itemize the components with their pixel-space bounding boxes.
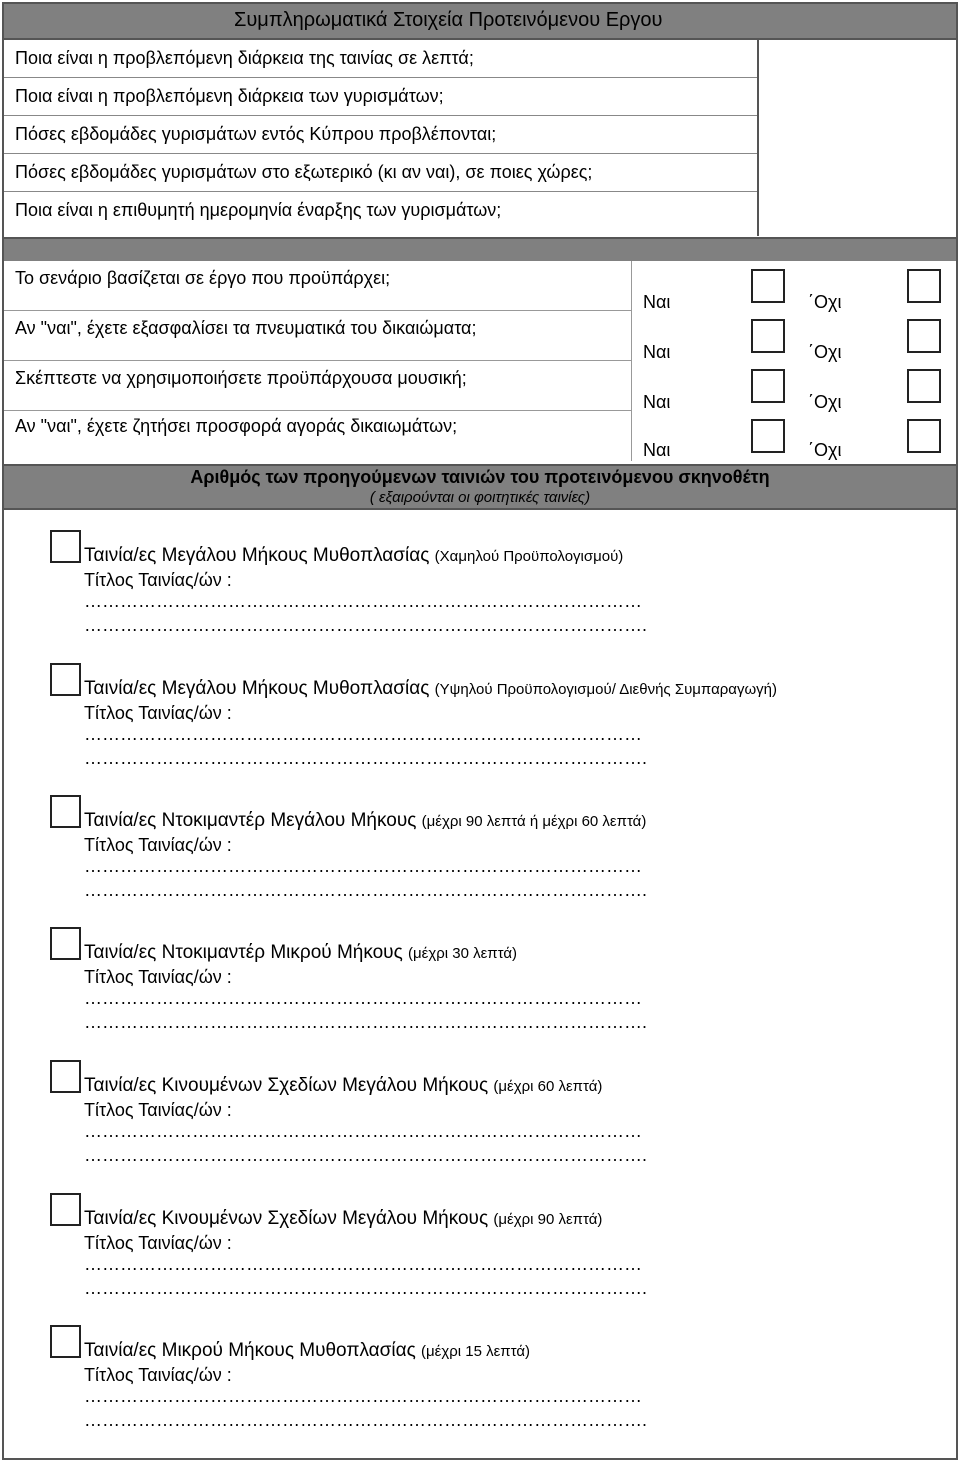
answer-field[interactable] xyxy=(757,40,956,236)
film-category xyxy=(4,927,956,1047)
question-text: Πόσες εβδομάδες γυρισμάτων στο εξωτερικό (κι αν ναι), σε ποιες χώρες; xyxy=(15,162,593,182)
question-text: Ποια είναι η επιθυμητή ημερομηνία έναρξης των γυρισμάτων; xyxy=(15,200,502,220)
category-note: (μέχρι 60 λεπτά) xyxy=(493,1078,603,1095)
previous-films-header xyxy=(4,464,956,510)
category-note: (Υψηλού Προϋπολογισμού/ Διεθνής Συμπαραγωγή) xyxy=(434,681,777,698)
yes-no-question: Το σενάριο βασίζεται σε έργο που προϋπάρχει; xyxy=(15,268,391,288)
question-row xyxy=(4,40,759,78)
question-text: Ποια είναι η προβλεπόμενη διάρκεια της ταινίας σε λεπτά; xyxy=(15,48,474,68)
category-note: (μέχρι 90 λεπτά ή μέχρι 60 λεπτά) xyxy=(421,813,647,830)
film-title-label: Τίτλος Ταινίας/ών : xyxy=(84,967,232,987)
previous-films-title: Αριθμός των προηγούμενων ταινιών του προτεινόμενου σκηνοθέτη xyxy=(190,467,770,487)
category-name: Ταινία/ες Μικρού Μήκους Μυθοπλασίας xyxy=(84,1340,416,1361)
form-frame xyxy=(2,2,958,1460)
category-note: (μέχρι 90 λεπτά) xyxy=(493,1211,603,1228)
question-text: Ποια είναι η προβλεπόμενη διάρκεια των γυρισμάτων; xyxy=(15,86,444,106)
film-title-line[interactable]: ………………………………………………………………………………… xyxy=(84,856,642,876)
category-note: (μέχρι 15 λεπτά) xyxy=(421,1343,531,1360)
yes-checkbox[interactable] xyxy=(751,269,785,303)
category-checkbox[interactable] xyxy=(50,927,79,960)
category-checkbox[interactable] xyxy=(50,530,79,563)
divider xyxy=(4,410,631,411)
yes-label: Ναι xyxy=(643,440,671,460)
yes-label: Ναι xyxy=(643,342,671,362)
divider xyxy=(4,310,631,311)
yes-label: Ναι xyxy=(643,392,671,412)
film-category xyxy=(4,1193,956,1313)
previous-films-subtitle: ( εξαιρούνται οι φοιτητικές ταινίες) xyxy=(369,489,591,506)
film-title-line[interactable]: ………………………………………………………………………………… xyxy=(84,724,642,744)
category-checkbox[interactable] xyxy=(50,795,79,828)
no-checkbox[interactable] xyxy=(907,319,941,353)
film-category xyxy=(4,530,956,650)
category-note: (μέχρι 30 λεπτά) xyxy=(408,945,518,962)
category-name: Ταινία/ες Κινουμένων Σχεδίων Μεγάλου Μήκους xyxy=(84,1208,489,1229)
film-title-line[interactable]: …………………………………………………………………………………. xyxy=(84,1278,648,1298)
yes-checkbox[interactable] xyxy=(751,369,785,403)
category-name: Ταινία/ες Ντοκιμαντέρ Μικρού Μήκους xyxy=(84,942,403,963)
question-row xyxy=(4,192,759,237)
film-title-line[interactable]: ………………………………………………………………………………… xyxy=(84,988,642,1008)
yes-label: Ναι xyxy=(643,292,671,312)
no-checkbox[interactable] xyxy=(907,419,941,453)
film-title-line[interactable]: …………………………………………………………………………………. xyxy=(84,1410,648,1430)
category-name: Ταινία/ες Μεγάλου Μήκους Μυθοπλασίας xyxy=(84,545,430,566)
yes-no-question: Αν "ναι", έχετε εξασφαλίσει τα πνευματικά του δικαιώματα; xyxy=(15,318,477,338)
film-category xyxy=(4,663,956,783)
film-category xyxy=(4,795,956,915)
film-title-label: Τίτλος Ταινίας/ών : xyxy=(84,1233,232,1253)
yes-no-question: Αν "ναι", έχετε ζητήσει προσφορά αγοράς δικαιωμάτων; xyxy=(15,416,458,436)
question-text: Πόσες εβδομάδες γυρισμάτων εντός Κύπρου προβλέπονται; xyxy=(15,124,497,144)
no-label: ΄Οχι xyxy=(808,440,842,460)
film-title-line[interactable]: …………………………………………………………………………………. xyxy=(84,880,648,900)
film-category xyxy=(4,1060,956,1180)
question-row xyxy=(4,154,759,192)
film-title-label: Τίτλος Ταινίας/ών : xyxy=(84,703,232,723)
film-title-line[interactable]: ………………………………………………………………………………… xyxy=(84,1121,642,1141)
no-label: ΄Οχι xyxy=(808,392,842,412)
film-title-line[interactable]: ………………………………………………………………………………… xyxy=(84,1254,642,1274)
category-note: (Χαμηλού Προϋπολογισμού) xyxy=(434,548,624,565)
film-title-line[interactable]: …………………………………………………………………………………. xyxy=(84,615,648,635)
film-title-line[interactable]: …………………………………………………………………………………. xyxy=(84,1145,648,1165)
film-title-line[interactable]: ………………………………………………………………………………… xyxy=(84,591,642,611)
film-title-label: Τίτλος Ταινίας/ών : xyxy=(84,1100,232,1120)
divider xyxy=(631,261,632,461)
film-category xyxy=(4,1325,956,1445)
film-title-label: Τίτλος Ταινίας/ών : xyxy=(84,1365,232,1385)
no-checkbox[interactable] xyxy=(907,369,941,403)
category-checkbox[interactable] xyxy=(50,1325,79,1358)
yes-checkbox[interactable] xyxy=(751,419,785,453)
category-checkbox[interactable] xyxy=(50,1060,79,1093)
film-title-line[interactable]: …………………………………………………………………………………. xyxy=(84,1012,648,1032)
section-title: Συμπληρωματικά Στοιχεία Προτεινόμενου Εργου xyxy=(234,9,663,31)
section-separator xyxy=(4,237,956,261)
category-name: Ταινία/ες Κινουμένων Σχεδίων Μεγάλου Μήκους xyxy=(84,1075,489,1096)
section-header xyxy=(4,4,956,40)
yes-checkbox[interactable] xyxy=(751,319,785,353)
category-name: Ταινία/ες Μεγάλου Μήκους Μυθοπλασίας xyxy=(84,678,430,699)
category-checkbox[interactable] xyxy=(50,663,79,696)
yes-no-question: Σκέπτεστε να χρησιμοποιήσετε προϋπάρχουσα μουσική; xyxy=(15,368,467,388)
category-name: Ταινία/ες Ντοκιμαντέρ Μεγάλου Μήκους xyxy=(84,810,417,831)
category-checkbox[interactable] xyxy=(50,1193,79,1226)
no-label: ΄Οχι xyxy=(808,342,842,362)
no-checkbox[interactable] xyxy=(907,269,941,303)
question-row xyxy=(4,78,759,116)
film-title-line[interactable]: …………………………………………………………………………………. xyxy=(84,748,648,768)
film-title-label: Τίτλος Ταινίας/ών : xyxy=(84,835,232,855)
divider xyxy=(4,360,631,361)
film-title-label: Τίτλος Ταινίας/ών : xyxy=(84,570,232,590)
no-label: ΄Οχι xyxy=(808,292,842,312)
film-title-line[interactable]: ………………………………………………………………………………… xyxy=(84,1386,642,1406)
question-row xyxy=(4,116,759,154)
